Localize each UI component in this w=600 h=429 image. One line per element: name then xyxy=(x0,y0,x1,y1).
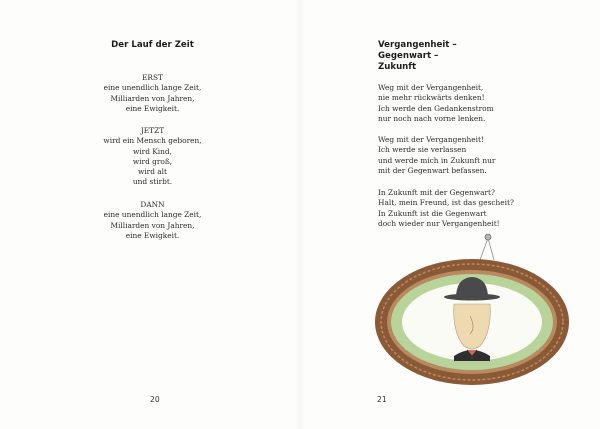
right-stanza-1 xyxy=(378,83,538,124)
poem-line: wird ein Mensch geboren, xyxy=(103,136,202,146)
poem-line: In Zukunft mit der Gegenwart? xyxy=(378,188,495,197)
poem-line: eine unendlich lange Zeit, xyxy=(103,83,202,93)
page-number-left: 20 xyxy=(150,395,160,404)
poem-line: wird groß, xyxy=(132,156,173,166)
framed-portrait-icon xyxy=(372,232,572,387)
poem-line: und werde mich in Zukunft nur xyxy=(378,155,496,165)
poem-line: mit der Gegenwart befassen. xyxy=(378,165,487,175)
poem-line: Ich werde den Gedankenstrom xyxy=(378,103,494,113)
hanging-string xyxy=(480,238,488,260)
poem-line: Weg mit der Vergangenheit, xyxy=(378,83,484,92)
poem-line: In Zukunft ist die Gegenwart xyxy=(378,208,487,218)
poem-line: Milliarden von Jahren, xyxy=(110,93,195,103)
right-stanza-3 xyxy=(378,188,538,229)
poem-line: eine Ewigkeit. xyxy=(125,230,180,240)
left-poem-title: Der Lauf der Zeit xyxy=(111,40,194,50)
poem-line: Weg mit der Vergangenheit! xyxy=(378,135,484,144)
left-stanza-3 xyxy=(90,200,215,241)
nail-icon xyxy=(485,234,491,240)
left-stanza-1 xyxy=(90,73,215,114)
page-number-right: 21 xyxy=(377,395,387,404)
title-line: Zukunft xyxy=(378,62,417,72)
poem-line: ERST xyxy=(142,73,163,82)
title-line: Vergangenheit – xyxy=(378,40,457,50)
poem-line: doch wieder nur Vergangenheit! xyxy=(378,218,500,228)
right-page xyxy=(300,0,600,429)
poem-line: nie mehr rückwärts denken! xyxy=(378,93,485,103)
right-stanza-2 xyxy=(378,135,538,176)
poem-line: eine Ewigkeit. xyxy=(125,103,180,113)
poem-line: Ich werde sie verlassen xyxy=(378,145,467,155)
poem-line: JETZT xyxy=(140,126,165,135)
title-line: Gegenwart – xyxy=(378,51,439,61)
poem-line: nur noch nach vorne lenken. xyxy=(378,113,486,123)
poem-line: DANN xyxy=(140,200,165,209)
poem-line: und stirbt. xyxy=(132,177,173,187)
poem-line: wird alt xyxy=(137,167,168,177)
poem-line: eine unendlich lange Zeit, xyxy=(103,210,202,220)
right-poem-title xyxy=(378,40,518,73)
left-stanza-2 xyxy=(90,126,215,188)
hanging-string xyxy=(488,238,494,260)
poem-line: Halt, mein Freund, ist das gescheit? xyxy=(378,198,514,208)
poem-line: Milliarden von Jahren, xyxy=(110,220,195,230)
poem-line: wird Kind, xyxy=(132,146,173,156)
